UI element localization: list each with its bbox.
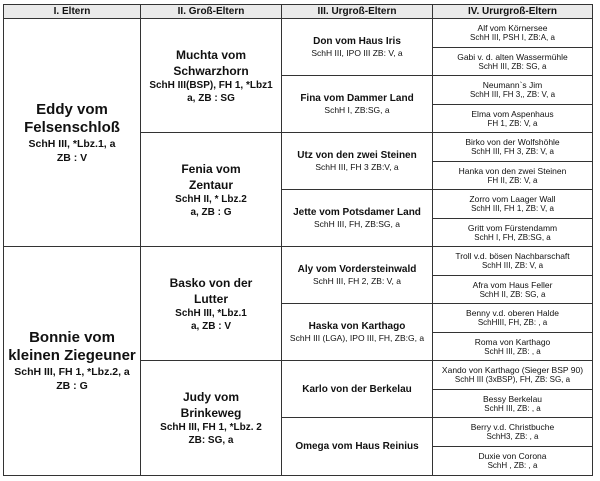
grandparent-cell — [141, 133, 282, 247]
dog-name: Schwarzhorn — [173, 63, 249, 78]
dog-titles: SchH III, *Lbz.1, a — [28, 137, 116, 150]
great-great-grandparent-cell — [433, 76, 592, 105]
great-great-grandparent-cell — [433, 390, 592, 418]
dog-name: Aly vom Vordersteinwald — [297, 264, 417, 275]
dog-name: Omega vom Haus Reinius — [295, 441, 419, 452]
great-great-grandparent-cell — [433, 304, 592, 333]
dog-titles: SchH III, FH 1, *Lbz.2, a — [14, 366, 130, 378]
dog-titles: a, ZB : G — [190, 206, 232, 218]
dog-titles: SchH III, ZB: V, a — [481, 261, 544, 270]
dog-titles: SchH III, FH 3,, ZB: V, a — [469, 90, 556, 99]
dog-titles: SchH III, FH 1, *Lbz. 2 — [160, 422, 262, 433]
dog-titles: SchH II, ZB: SG, a — [479, 289, 546, 299]
great-great-grandparent-cell — [433, 418, 592, 447]
great-great-grandparent-cell — [433, 133, 592, 162]
dog-titles: FH 1, ZB: V, a — [487, 118, 538, 128]
grandparent-cell — [141, 19, 282, 133]
dog-titles: SchH III, *Lbz.1 — [175, 307, 247, 319]
dog-titles: SchH III, IPO III ZB: V, a — [311, 48, 403, 58]
great-grandparent-cell — [282, 190, 433, 247]
dog-name: Elma vom Aspenhaus — [471, 108, 554, 119]
grandparent-cell — [141, 247, 282, 361]
dog-titles: SchH III, FH 1, ZB: V, a — [471, 204, 554, 213]
great-grandparent-cell — [282, 19, 433, 76]
dog-name: Judy vom — [182, 390, 239, 404]
column-header-great-grandparents: III. Urgroß-Eltern — [282, 5, 433, 19]
great-great-grandparent-cell — [433, 190, 592, 219]
dog-name: Berry v.d. Christbuche — [470, 422, 555, 432]
dog-name: Eddy vom — [36, 100, 108, 118]
dog-name: Felsenschloß — [24, 118, 120, 136]
dog-titles: SchH , ZB: , a — [487, 461, 538, 470]
dog-titles: SchH III, ZB: SG, a — [478, 61, 547, 71]
dog-titles: SchH3, ZB: , a — [486, 432, 539, 441]
dog-name: Gabi v. d. alten Wassermühle — [457, 51, 568, 62]
dog-titles: SchH III (3xBSP), FH, ZB: SG, a — [454, 375, 571, 384]
great-great-grandparent-cell — [433, 447, 592, 475]
great-grandparent-cell — [282, 361, 433, 418]
dog-titles: SchH III, ZB: , a — [484, 346, 541, 356]
column-header-grandparents: II. Groß-Eltern — [141, 5, 282, 19]
parent-cell — [4, 247, 141, 475]
parent-cell — [4, 19, 141, 247]
dog-titles: a, ZB : V — [190, 320, 231, 332]
dog-name: Fina vom Dammer Land — [300, 93, 414, 104]
great-great-grandparent-cell — [433, 219, 592, 247]
grandparent-cell — [141, 361, 282, 475]
dog-name: Brinkeweg — [180, 406, 242, 420]
dog-titles: SchH III, FH 3 ZB:V, a — [315, 162, 399, 172]
dog-name: Lutter — [194, 291, 228, 306]
dog-name: Afra vom Haus Feller — [472, 279, 553, 290]
dog-titles: SchHIII, FH, ZB: , a — [477, 318, 548, 327]
dog-name: Zorro vom Laager Wall — [469, 194, 556, 204]
dog-titles: SchH III, FH 2, ZB: V, a — [312, 276, 402, 286]
dog-titles: a, ZB : SG — [187, 92, 235, 104]
dog-name: Bonnie vom — [29, 329, 115, 346]
dog-titles: FH II, ZB: V, a — [487, 175, 538, 185]
great-grandparent-cell — [282, 76, 433, 133]
dog-name: Jette vom Potsdamer Land — [293, 207, 421, 218]
dog-name: Bessy Berkelau — [482, 393, 543, 404]
great-great-grandparent-cell — [433, 276, 592, 304]
dog-titles: ZB : G — [56, 380, 88, 392]
dog-name: Hanka von den zwei Steinen — [458, 165, 567, 176]
great-great-grandparent-cell — [433, 361, 592, 390]
dog-titles: SchH III, FH 3, ZB: V, a — [471, 147, 554, 156]
great-grandparent-cell — [282, 133, 433, 190]
dog-titles: SchH III, PSH I, ZB:A, a — [470, 33, 555, 42]
dog-name: Utz von den zwei Steinen — [297, 150, 417, 161]
dog-name: Fenia vom — [181, 161, 241, 176]
great-great-grandparent-cell — [433, 105, 592, 133]
dog-name: Roma von Karthago — [474, 336, 551, 347]
dog-name: Zentaur — [188, 177, 233, 192]
dog-titles: SchH III(BSP), FH 1, *Lbz1 — [149, 79, 273, 91]
great-great-grandparent-cell — [433, 19, 592, 48]
dog-titles: ZB: SG, a — [188, 435, 234, 446]
dog-name: Don vom Haus Iris — [313, 36, 401, 47]
dog-name: Alf vom Körnersee — [477, 23, 548, 33]
great-grandparent-cell — [282, 418, 433, 475]
dog-name: Troll v.d. bösen Nachbarschaft — [455, 251, 570, 261]
great-great-grandparent-cell — [433, 48, 592, 76]
dog-name: Duxie von Corona — [478, 451, 547, 461]
great-grandparent-cell — [282, 304, 433, 361]
dog-name: kleinen Ziegeuner — [8, 347, 136, 364]
dog-name: Birko von der Wolfshöhle — [465, 137, 560, 147]
column-header-great-great-grandparents: IV. Ururgroß-Eltern — [433, 5, 592, 19]
great-grandparent-cell — [282, 247, 433, 304]
dog-titles: SchH I, ZB:SG, a — [324, 105, 390, 115]
dog-titles: SchH III, ZB: , a — [484, 403, 541, 413]
dog-titles: ZB : V — [56, 151, 88, 164]
dog-name: Neumann`s Jim — [482, 80, 543, 90]
column-header-parents: I. Eltern — [4, 5, 141, 19]
pedigree-table — [3, 4, 593, 476]
dog-name: Karlo von der Berkelau — [302, 383, 412, 395]
great-great-grandparent-cell — [433, 162, 592, 190]
dog-name: Muchta vom — [175, 47, 246, 62]
dog-titles: SchH III (LGA), IPO III, FH, ZB:G, a — [289, 333, 425, 343]
dog-name: Xando von Karthago (Sieger BSP 90) — [441, 365, 584, 375]
dog-titles: SchH II, * Lbz.2 — [175, 193, 247, 205]
dog-name: Benny v.d. oberen Halde — [466, 308, 559, 318]
great-great-grandparent-cell — [433, 333, 592, 361]
dog-name: Haska von Karthago — [308, 321, 406, 332]
dog-name: Gritt vom Fürstendamm — [467, 222, 558, 233]
dog-titles: SchH III, FH, ZB:SG, a — [314, 219, 400, 229]
great-great-grandparent-cell — [433, 247, 592, 276]
dog-titles: SchH I, FH, ZB:SG, a — [474, 232, 551, 242]
dog-name: Basko von der — [169, 275, 253, 290]
